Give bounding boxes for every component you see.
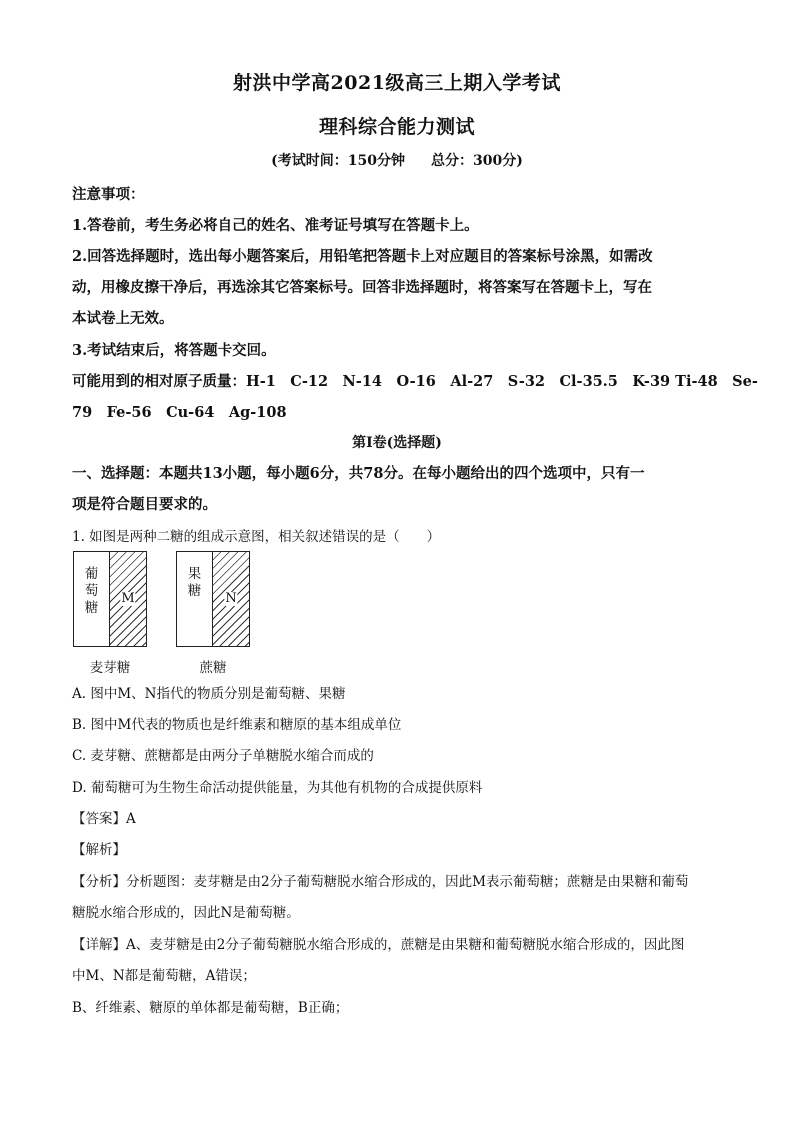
xiangjie-text-1: A、麦芽糖是由2分子葡萄糖脱水缩合形成的，蔗糖是由果糖和葡萄糖脱水缩合形成的，因此图 bbox=[126, 937, 685, 953]
answer-value: A bbox=[126, 811, 136, 827]
letter-m: M bbox=[121, 591, 135, 606]
exam-info bbox=[0, 150, 794, 170]
maltose-hatched-part bbox=[110, 552, 146, 646]
sucrose-hatched-part bbox=[213, 552, 249, 646]
option-c: C. 麦芽糖、蔗糖都是由两分子单糖脱水缩合而成的 bbox=[72, 748, 374, 764]
note-item-2-line-1: 2.回答选择题时，选出每小题答案后，用铅笔把答题卡上对应题目的答案标号涂黑，如需改 bbox=[72, 248, 653, 265]
maltose-caption: 麦芽糖 bbox=[89, 660, 131, 676]
fenxi-line-1 bbox=[72, 870, 732, 890]
note-item-3: 3.考试结束后，将答题卡交回。 bbox=[72, 342, 276, 359]
disaccharide-diagram bbox=[72, 548, 272, 676]
atomic-mass-line-1: 可能用到的相对原子质量：H-1 C-12 N-14 O-16 Al-27 S-32 Cl-35.5 K-39 Ti-48 Se- bbox=[72, 373, 758, 390]
xiangjie-line-1 bbox=[72, 933, 732, 953]
sucrose-fructose-label: 果 糖 bbox=[177, 552, 213, 646]
section-instruction-line-2: 项是符合题目要求的。 bbox=[72, 496, 217, 513]
sucrose-box bbox=[176, 551, 250, 647]
fenxi-line-2: 糖脱水缩合形成的，因此N是葡萄糖。 bbox=[72, 905, 300, 921]
section-instruction-line-1: 一、选择题：本题共13小题，每小题6分，共78分。在每小题给出的四个选项中，只有一 bbox=[72, 465, 645, 482]
xiangjie-tag: 【详解】 bbox=[72, 937, 126, 953]
analysis-tag: 【解析】 bbox=[72, 842, 126, 858]
option-d: D. 葡萄糖可为生物生命活动提供能量，为其他有机物的合成提供原料 bbox=[72, 780, 483, 796]
atomic-mass-line-2: 79 Fe-56 Cu-64 Ag-108 bbox=[72, 404, 287, 421]
volume-title: 第I卷(选择题) bbox=[352, 435, 442, 451]
note-item-2-line-2: 动，用橡皮擦干净后，再选涂其它答案标号。回答非选择题时，将答案写在答题卡上，写在 bbox=[72, 279, 652, 296]
sucrose-caption: 蔗糖 bbox=[199, 660, 227, 676]
option-a: A. 图中M、N指代的物质分别是葡萄糖、果糖 bbox=[72, 686, 346, 702]
letter-n: N bbox=[225, 591, 237, 606]
answer-line bbox=[72, 807, 732, 827]
note-item-2-line-3: 本试卷上无效。 bbox=[72, 310, 174, 327]
exam-title: 射洪中学高2021级高三上期入学考试 bbox=[233, 72, 561, 94]
notes-heading: 注意事项： bbox=[72, 186, 145, 203]
xiangjie-line-3: B、纤维素、糖原的单体都是葡萄糖，B正确； bbox=[72, 1000, 349, 1016]
question-1-stem: 1. 如图是两种二糖的组成示意图，相关叙述错误的是（ ） bbox=[72, 529, 441, 545]
total-score: 总分：300分) bbox=[431, 153, 523, 169]
xiangjie-line-2: 中M、N都是葡萄糖，A错误； bbox=[72, 968, 256, 984]
exam-subtitle: 理科综合能力测试 bbox=[318, 116, 475, 138]
fenxi-tag: 【分析】 bbox=[72, 874, 126, 890]
maltose-box bbox=[73, 551, 147, 647]
fenxi-text-1: 分析题图：麦芽糖是由2分子葡萄糖脱水缩合形成的，因此M表示葡萄糖；蔗糖是由果糖和葡萄 bbox=[126, 874, 689, 890]
exam-time: (考试时间：150分钟 bbox=[271, 153, 405, 169]
answer-tag: 【答案】 bbox=[72, 811, 126, 827]
option-b: B. 图中M代表的物质也是纤维素和糖原的基本组成单位 bbox=[72, 717, 402, 733]
maltose-glucose-label: 葡 萄 糖 bbox=[74, 552, 110, 646]
note-item-1: 1.答卷前，考生务必将自己的姓名、准考证号填写在答题卡上。 bbox=[72, 217, 479, 234]
